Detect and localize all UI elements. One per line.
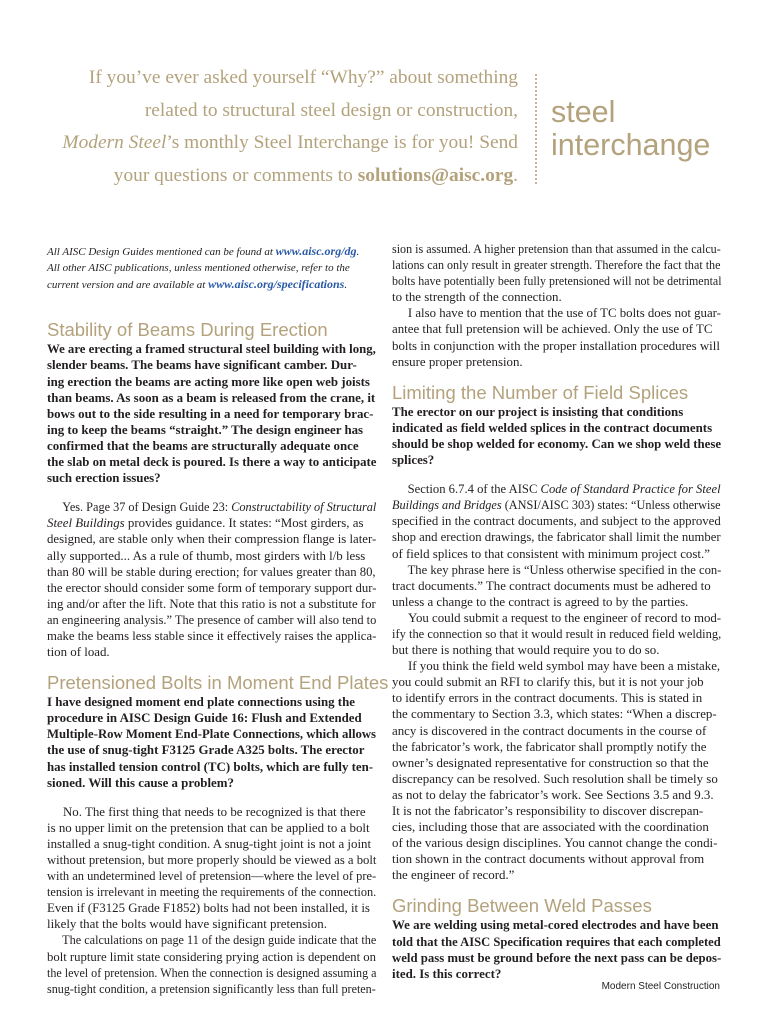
dotted-divider	[535, 74, 537, 184]
answer-continued: sion is assumed. A higher pretension than that assumed in the calcu- lations can only result in greater strength. Therefore the fact that the bolts have potentially been fully pretensioned will not be detrimental to the strength of the connection. I also have to mention that the use of TC bolts does not guar- antee that full pretension will be achieved. Only the use of TC bolts in conjunction with the proper installation procedures will ensure proper pretension.	[392, 242, 722, 369]
column-left	[47, 244, 389, 997]
question: We are erecting a framed structural steel building with long, slender beams. The beams have significant camber. Dur- ing erection the beams are acting more like open web joists than beams. As soon as a beam is released from the crane, it bows out to the side resulting in a need for temporary brac- ing to keep the beams “straight.” The design engineer has confirmed that the beams are structurally adequate once the slab on metal deck is poured. Is there a way to anticipate such erection issues?	[47, 342, 377, 486]
section-title: Grinding Between Weld Passes	[392, 895, 652, 917]
specifications-link[interactable]: www.aisc.org/specifications	[208, 276, 345, 291]
question: We are welding using metal-cored electrodes and have been told that the AISC Specification requires that each completed weld pass must be ground before the next pass can be depos- ited. Is this correct?	[392, 918, 722, 981]
intro-line: Modern Steel’s monthly Steel Interchange is for you! Send	[62, 132, 518, 154]
answer: Section 6.7.4 of the AISC Code of Standard Practice for Steel Buildings and Bridges (ANSI/AISC 303) states: “Unless otherwise specified in the contract documents, and subject to the approved shop and erection drawings, the fabricator shall limit the number of field splices to that consistent with minimum project cost.” The key phrase here is “Unless otherwise specified in the con- tract documents.” The contract documents must be adhered to unless a change to the contract is agreed to by the parties. You could submit a request to the engineer of record to mod- ify the connection so that it would result in reduced field welding, but there is nothing that would require you to do so. If you think the field weld symbol may have been a mistake, you could submit an RFI to clarify this, but it is not your job to identify errors in the contract documents. This is stated in the commentary to Section 3.3, which states: “When a discrep- ancy is discovered in the contract documents in the course of the fabricator’s work, the fabricator shall promptly notify the owner’s designated representative for construction so that the discrepancy can be resolved. Such resolution shall be timely so as not to delay the fabricator’s work. See Sections 3.5 and 9.3. It is not the fabricator’s responsibility to discover discrepan- cies, including those that are associated with the coordination of the various design disciplines. You cannot change the condi- tion shown in the contract documents without approval from the engineer of record.”	[392, 482, 722, 883]
publications-note: All AISC Design Guides mentioned can be found at www.aisc.org/dg. All other AISC publications, unless mentioned otherwise, refer to the current version and are available at www.aisc.org/specifications.	[47, 244, 360, 291]
section-title: Pretensioned Bolts in Moment End Plates	[47, 672, 389, 694]
column-right	[392, 241, 721, 982]
question: The erector on our project is insisting that conditions indicated as field welded splices in the contract documents should be shop welded for economy. Can we shop weld these splices?	[392, 404, 722, 468]
publication-title: Constructability of Structural	[231, 500, 377, 515]
magazine-name: Modern Steel	[62, 132, 167, 154]
answer: Yes. Page 37 of Design Guide 23: Constructability of Structural Steel Buildings provides guidance. It states: “Most girders, as designed, are stable only when their compression flange is later- ally supported... As a rule of thumb, most girders with l/b less than 80 will be stable during erection; for values greater than 80, the erector should consider some form of temporary support dur- ing and/or after the lift. Note that this ratio is not a substitute for an engineering analysis.” The presence of camber will also tend to make the beams less stable since it effectively raises the applica- tion of load.	[47, 500, 377, 660]
section-title: Limiting the Number of Field Splices	[392, 381, 689, 403]
section-brand: steel interchange	[551, 95, 711, 162]
answer: No. The first thing that needs to be recognized is that there is no upper limit on the pretension that can be applied to a bolt installed a snug-tight condition. A snug-tight joint is not a joint without pretension, but more properly should be viewed as a bolt with an undetermined level of pretension—where the level of pre- tension is irrelevant in meeting the requirements of the connection. Even if (F3125 Grade F1852) bolts had not been installed, it is likely that the bolts would have significant pretension. The calculations on page 11 of the design guide indicate that the bolt rupture limit state considering prying action is dependent on the level of pretension. When the connection is designed assuming a snug-tight condition, a pretension significantly less than full preten-	[47, 804, 377, 996]
publication-title: Code of Standard Practice for Steel	[540, 482, 721, 497]
section-title: Stability of Beams During Erection	[47, 319, 328, 341]
page-footer: Modern Steel Construction	[601, 981, 720, 992]
question: I have designed moment end plate connections using the procedure in AISC Design Guide 16: Flush and Extended Multiple-Row Moment End-Plate Connections, which allows the use of snug-tight F3125 Grade A325 bolts. The erector has installed tension control (TC) bolts, which are fully ten- sioned. Will this cause a problem?	[47, 695, 377, 790]
design-guides-link[interactable]: www.aisc.org/dg	[275, 244, 357, 258]
intro-line: If you’ve ever asked yourself “Why?” about something	[88, 67, 518, 88]
intro-line: your questions or comments to solutions@aisc.org.	[113, 165, 518, 187]
email-link[interactable]: solutions@aisc.org	[357, 165, 514, 187]
intro-line: related to structural steel design or construction,	[144, 99, 518, 121]
intro-text	[40, 62, 518, 193]
